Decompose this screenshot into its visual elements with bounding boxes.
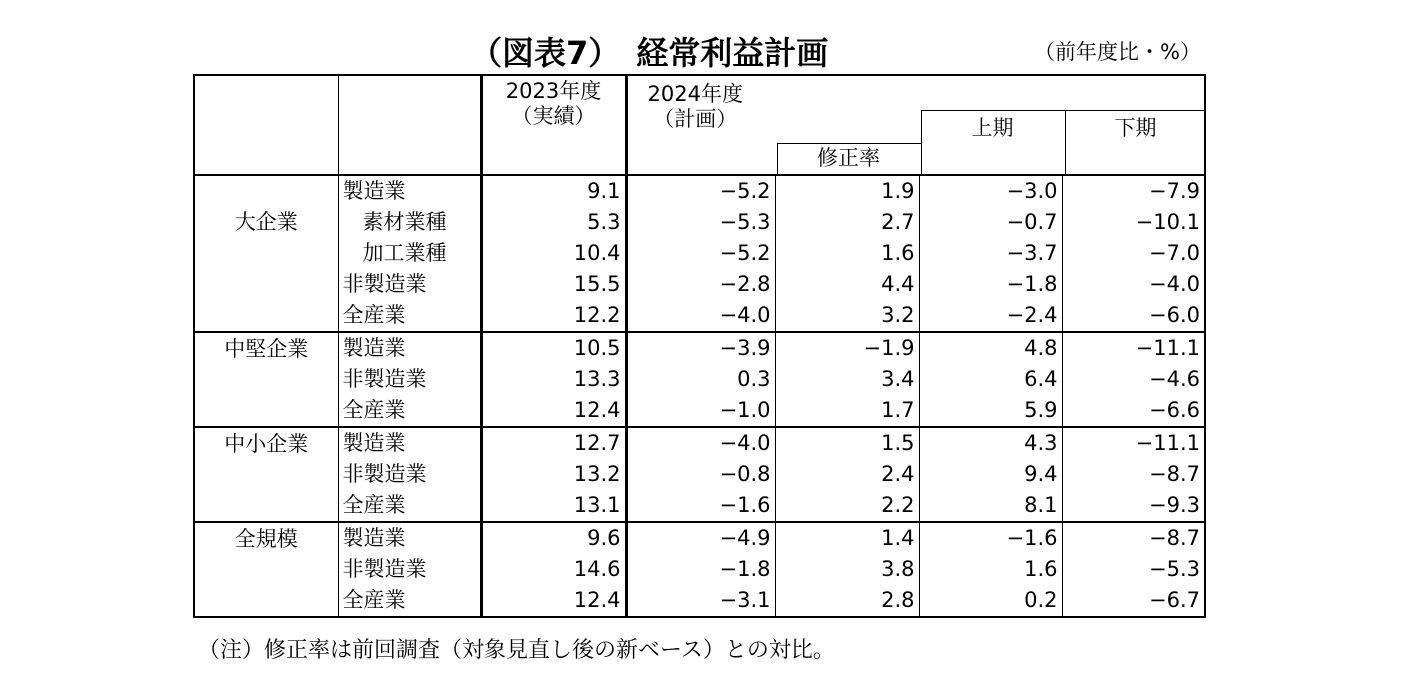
value-first-half: −2.4 — [919, 300, 1062, 332]
value-revision: 3.4 — [775, 364, 919, 395]
value-revision: 3.2 — [775, 300, 919, 332]
value-2023: 12.4 — [481, 395, 626, 427]
row-label: 製造業 — [338, 522, 481, 554]
page-title: （図表7） 経常利益計画 — [470, 34, 829, 72]
header-blank-sub — [338, 75, 481, 175]
header-2023-sub: （実績） — [511, 104, 596, 128]
table-row — [194, 585, 1205, 617]
value-2024: −1.8 — [626, 554, 775, 585]
group-label: 中小企業 — [194, 427, 338, 522]
table-row — [194, 522, 1205, 554]
header-2023 — [481, 75, 626, 175]
row-label: 非製造業 — [338, 364, 481, 395]
value-2023: 10.4 — [481, 238, 626, 269]
value-second-half: −4.6 — [1149, 367, 1200, 391]
header-first-half: 上期 — [971, 116, 1014, 140]
value-2023: 9.6 — [481, 522, 626, 554]
table-row — [194, 459, 1205, 490]
header-2024-group — [626, 75, 1205, 175]
value-2023: 15.5 — [481, 269, 626, 300]
value-revision: 1.6 — [775, 238, 919, 269]
value-2024: −5.2 — [626, 238, 775, 269]
value-2024: −1.0 — [626, 395, 775, 427]
value-2024: −4.0 — [626, 300, 775, 332]
table-row — [194, 300, 1205, 332]
value-second-half: −7.0 — [1149, 241, 1200, 265]
value-2024: −2.8 — [626, 269, 775, 300]
group-label: 全規模 — [194, 522, 338, 617]
value-second-half: −11.1 — [1062, 332, 1205, 364]
value-first-half: 5.9 — [919, 395, 1062, 427]
value-2023: 13.3 — [481, 364, 626, 395]
row-label: 加工業種 — [338, 238, 481, 269]
row-label: 全産業 — [338, 395, 481, 427]
value-2023: 9.1 — [481, 175, 626, 207]
value-first-half: 1.6 — [919, 554, 1062, 585]
profit-plan-table — [193, 74, 1206, 618]
value-revision: 3.8 — [775, 554, 919, 585]
row-label: 製造業 — [338, 332, 481, 364]
table-row — [194, 332, 1205, 364]
value-first-half: −3.7 — [919, 238, 1062, 269]
value-second-half: −7.9 — [1062, 175, 1205, 207]
value-second-half: −9.3 — [1149, 493, 1200, 517]
row-label: 素材業種 — [338, 207, 481, 238]
table-row — [194, 490, 1205, 522]
value-revision: −1.9 — [775, 332, 919, 364]
value-revision: 1.4 — [775, 522, 919, 554]
value-2024: 0.3 — [626, 364, 775, 395]
value-first-half: −3.0 — [919, 175, 1062, 207]
value-2023: 13.2 — [481, 459, 626, 490]
group-label: 中堅企業 — [194, 332, 338, 427]
table-row — [194, 175, 1205, 207]
value-2024: −3.9 — [626, 332, 775, 364]
value-second-half: −4.0 — [1149, 272, 1200, 296]
value-second-half: −10.1 — [1135, 210, 1200, 234]
value-2023: 12.2 — [481, 300, 626, 332]
header-2023-label: 2023年度 — [505, 79, 602, 103]
header-revision: 修正率 — [817, 146, 880, 170]
row-label: 非製造業 — [338, 269, 481, 300]
table-row — [194, 395, 1205, 427]
value-revision: 2.8 — [775, 585, 919, 617]
value-second-half: −6.7 — [1149, 588, 1200, 612]
value-revision: 2.2 — [775, 490, 919, 522]
value-first-half: 6.4 — [919, 364, 1062, 395]
value-2023: 5.3 — [481, 207, 626, 238]
value-first-half: 8.1 — [919, 490, 1062, 522]
header-2024-label: 2024年度 — [647, 82, 743, 106]
value-revision: 1.7 — [775, 395, 919, 427]
row-label: 製造業 — [338, 427, 481, 459]
header-2024-sub: （計画） — [653, 107, 738, 131]
row-label: 全産業 — [338, 300, 481, 332]
value-second-half: −6.6 — [1149, 398, 1200, 422]
header-second-half: 下期 — [1114, 116, 1157, 140]
value-2024: −5.3 — [626, 207, 775, 238]
value-second-half: −8.7 — [1149, 462, 1200, 486]
value-second-half: −5.3 — [1149, 557, 1200, 581]
value-revision: 1.5 — [775, 427, 919, 459]
value-revision: 1.9 — [775, 175, 919, 207]
value-2023: 10.5 — [481, 332, 626, 364]
footnote: （注）修正率は前回調査（対象見直し後の新ベース）との対比。 — [198, 638, 835, 663]
group-label: 大企業 — [194, 175, 338, 332]
value-revision: 2.7 — [775, 207, 919, 238]
table-row — [194, 207, 1205, 238]
table-row — [194, 427, 1205, 459]
value-2023: 12.4 — [481, 585, 626, 617]
value-first-half: 0.2 — [919, 585, 1062, 617]
value-2024: −5.2 — [626, 175, 775, 207]
table-row — [194, 364, 1205, 395]
value-2023: 14.6 — [481, 554, 626, 585]
row-label: 非製造業 — [338, 459, 481, 490]
value-second-half: −6.0 — [1149, 303, 1200, 327]
value-first-half: −1.8 — [919, 269, 1062, 300]
value-second-half: −11.1 — [1062, 427, 1205, 459]
value-2024: −1.6 — [626, 490, 775, 522]
value-first-half: −0.7 — [919, 207, 1062, 238]
value-2024: −4.0 — [626, 427, 775, 459]
value-2023: 12.7 — [481, 427, 626, 459]
header-blank-cat — [194, 75, 338, 175]
value-2023: 13.1 — [481, 490, 626, 522]
value-second-half: −8.7 — [1062, 522, 1205, 554]
value-revision: 2.4 — [775, 459, 919, 490]
value-2024: −4.9 — [626, 522, 775, 554]
value-2024: −3.1 — [626, 585, 775, 617]
table-row — [194, 269, 1205, 300]
value-2024: −0.8 — [626, 459, 775, 490]
row-label: 全産業 — [338, 490, 481, 522]
value-first-half: −1.6 — [919, 522, 1062, 554]
table-row — [194, 238, 1205, 269]
value-first-half: 4.3 — [919, 427, 1062, 459]
row-label: 全産業 — [338, 585, 481, 617]
value-first-half: 9.4 — [919, 459, 1062, 490]
value-revision: 4.4 — [775, 269, 919, 300]
unit-label: （前年度比・%） — [1034, 40, 1201, 64]
row-label: 製造業 — [338, 175, 481, 207]
value-first-half: 4.8 — [919, 332, 1062, 364]
row-label: 非製造業 — [338, 554, 481, 585]
table-row — [194, 554, 1205, 585]
